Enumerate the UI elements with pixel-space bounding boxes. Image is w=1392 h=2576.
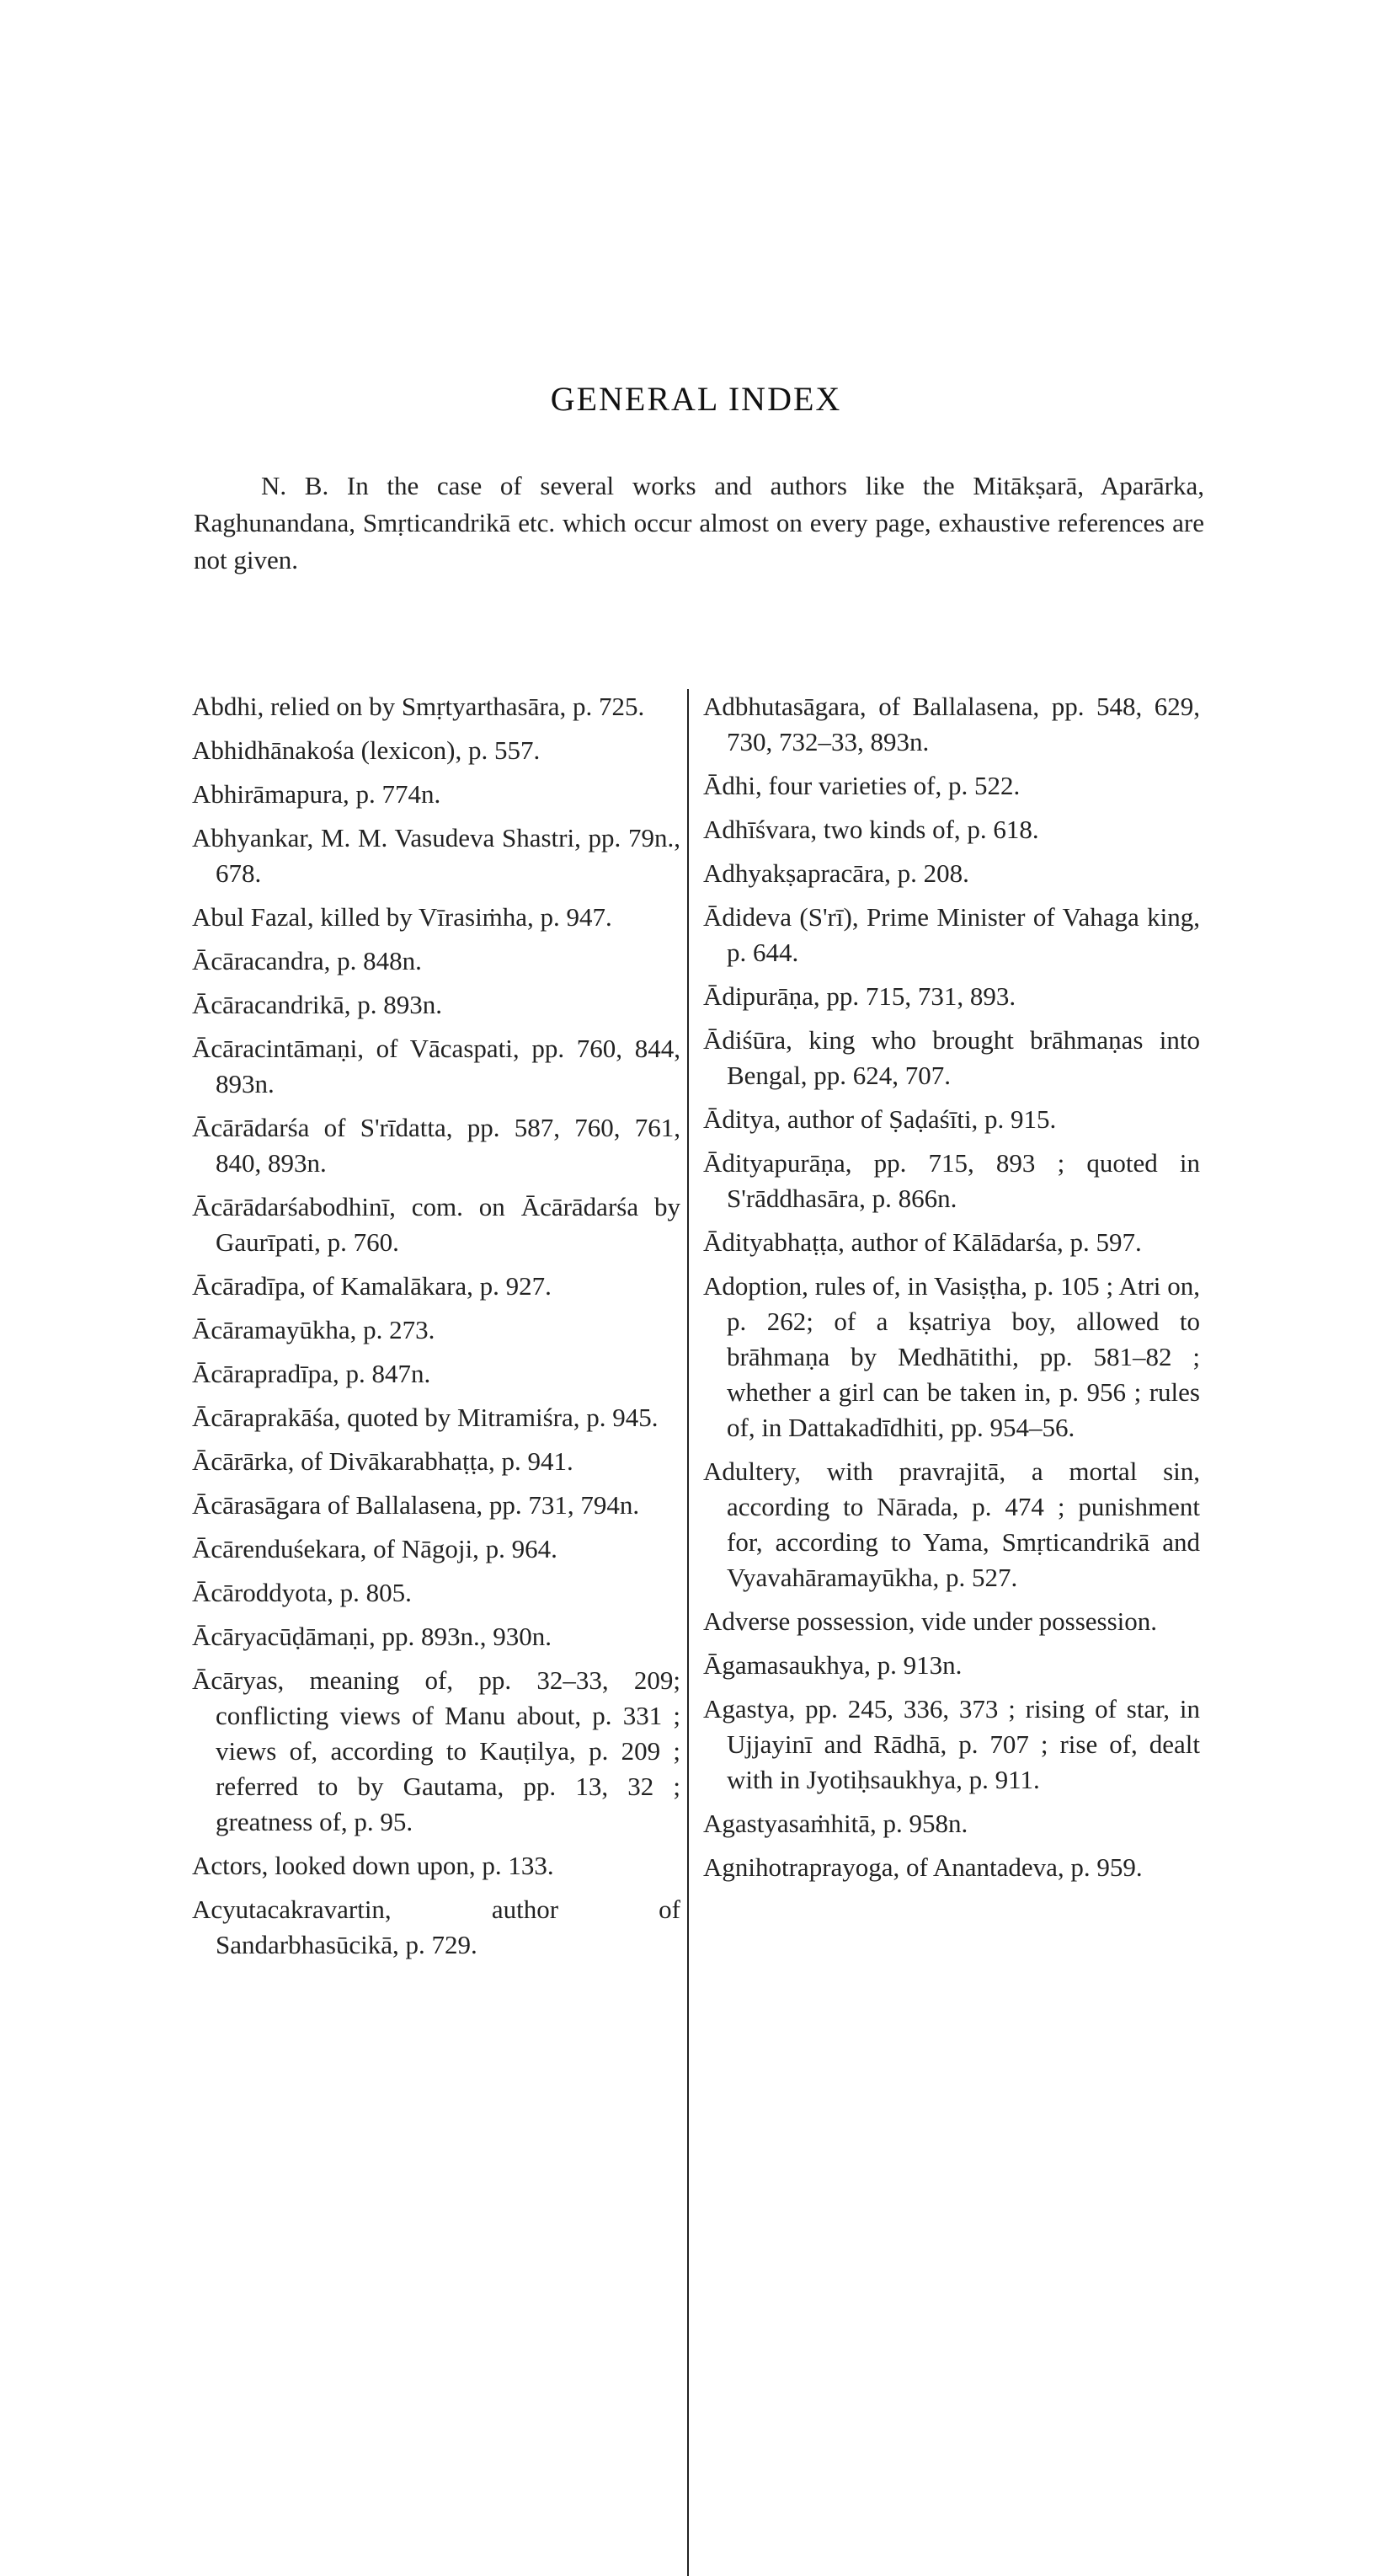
index-entry: Ācārādarśabodhinī, com. on Ācārādarśa by Gaurīpati, p. 760. bbox=[192, 1192, 680, 1257]
index-entry: Adverse possession, vide under possession. bbox=[703, 1606, 1158, 1636]
index-entry: Adultery, with pravrajitā, a mortal sin, according to Nārada, p. 474 ; punishment for, according to Yama, Smṛticandrikā and Vyavahāramayūkha, p. 527. bbox=[703, 1456, 1200, 1592]
column-divider bbox=[687, 689, 689, 2576]
index-entry: Adhyakṣapracāra, p. 208. bbox=[703, 858, 969, 888]
index-entry: Adoption, rules of, in Vasiṣṭha, p. 105 ; Atri on, p. 262; of a kṣatriya boy, allowed to brāhmaṇa by Medhātithi, pp. 581–82 ; whether a girl can be taken in, p. 956 ; rules of, in Dattakadīdhiti, pp. 954–56. bbox=[703, 1271, 1200, 1442]
index-entry: Adbhutasāgara, of Ballalasena, pp. 548, 629, 730, 732–33, 893n. bbox=[703, 692, 1200, 756]
index-entry: Ādiśūra, king who brought brāhmaṇas into Bengal, pp. 624, 707. bbox=[703, 1025, 1200, 1090]
index-entry: Ācārārka, of Divākarabhaṭṭa, p. 941. bbox=[192, 1446, 573, 1476]
index-entry: Abhidhānakośa (lexicon), p. 557. bbox=[192, 735, 541, 765]
index-entry: Ādipurāṇa, pp. 715, 731, 893. bbox=[703, 981, 1016, 1011]
index-entry: Ādityapurāṇa, pp. 715, 893 ; quoted in S'rāddhasāra, p. 866n. bbox=[703, 1148, 1200, 1213]
index-entry: Agastya, pp. 245, 336, 373 ; rising of star, in Ujjayinī and Rādhā, p. 707 ; rise of, dealt with in Jyotiḥsaukhya, p. 911. bbox=[703, 1694, 1200, 1794]
index-entry: Ācārasāgara of Ballalasena, pp. 731, 794n. bbox=[192, 1490, 640, 1520]
index-entry: Abdhi, relied on by Smṛtyarthasāra, p. 725. bbox=[192, 692, 645, 721]
index-entry: Ācāracandra, p. 848n. bbox=[192, 946, 422, 975]
right-column bbox=[703, 689, 1200, 1894]
index-entry: Ācāracandrikā, p. 893n. bbox=[192, 990, 442, 1019]
index-entry: Abhirāmapura, p. 774n. bbox=[192, 779, 441, 809]
index-entry: Adhīśvara, two kinds of, p. 618. bbox=[703, 815, 1039, 844]
index-entry: Agnihotraprayoga, of Anantadeva, p. 959. bbox=[703, 1852, 1143, 1882]
page-title: GENERAL INDEX bbox=[550, 380, 842, 418]
index-entry: Ācāryacūḍāmaṇi, pp. 893n., 930n. bbox=[192, 1622, 552, 1651]
index-entry: Agastyasaṁhitā, p. 958n. bbox=[703, 1809, 968, 1838]
index-entry: Ācāramayūkha, p. 273. bbox=[192, 1315, 435, 1344]
index-entry: Ācāradīpa, of Kamalākara, p. 927. bbox=[192, 1271, 552, 1301]
index-entry: Ācāryas, meaning of, pp. 32–33, 209; conflicting views of Manu about, p. 331 ; views of, according to Kauṭilya, p. 209 ; referred to by Gautama, pp. 13, 32 ; greatness of, p. 95. bbox=[192, 1665, 680, 1836]
index-entry: Actors, looked down upon, p. 133. bbox=[192, 1851, 554, 1880]
index-entry: Ādhi, four varieties of, p. 522. bbox=[703, 771, 1021, 800]
index-entry: Ācārapradīpa, p. 847n. bbox=[192, 1359, 431, 1388]
index-entry: Ādideva (S'rī), Prime Minister of Vahaga king, p. 644. bbox=[703, 902, 1200, 967]
index-entry: Ācāroddyota, p. 805. bbox=[192, 1578, 412, 1607]
index-entry: Acyutacakravartin, author of Sandarbhasūcikā, p. 729. bbox=[192, 1895, 680, 1959]
index-entry: Ācāraprakāśa, quoted by Mitramiśra, p. 945. bbox=[192, 1403, 659, 1432]
index-entry: Ācārenduśekara, of Nāgoji, p. 964. bbox=[192, 1534, 557, 1563]
index-entry: Āgamasaukhya, p. 913n. bbox=[703, 1650, 963, 1680]
index-entry: Ācārādarśa of S'rīdatta, pp. 587, 760, 761, 840, 893n. bbox=[192, 1113, 680, 1178]
index-entry: Ācāracintāmaṇi, of Vācaspati, pp. 760, 844, 893n. bbox=[192, 1034, 680, 1098]
index-entry: Abhyankar, M. M. Vasudeva Shastri, pp. 79n., 678. bbox=[192, 823, 680, 888]
index-entry: Abul Fazal, killed by Vīrasiṁha, p. 947. bbox=[192, 902, 612, 932]
left-column bbox=[192, 689, 680, 1971]
note-paragraph: N. B. In the case of several works and authors like the Mitākṣarā, Aparārka, Raghunandana, Smṛticandrikā etc. which occur almost on every page, exhaustive references are not given. bbox=[194, 471, 1204, 575]
index-entry: Āditya, author of Ṣaḍaśīti, p. 915. bbox=[703, 1104, 1057, 1134]
index-entry: Ādityabhaṭṭa, author of Kālādarśa, p. 597. bbox=[703, 1227, 1142, 1257]
